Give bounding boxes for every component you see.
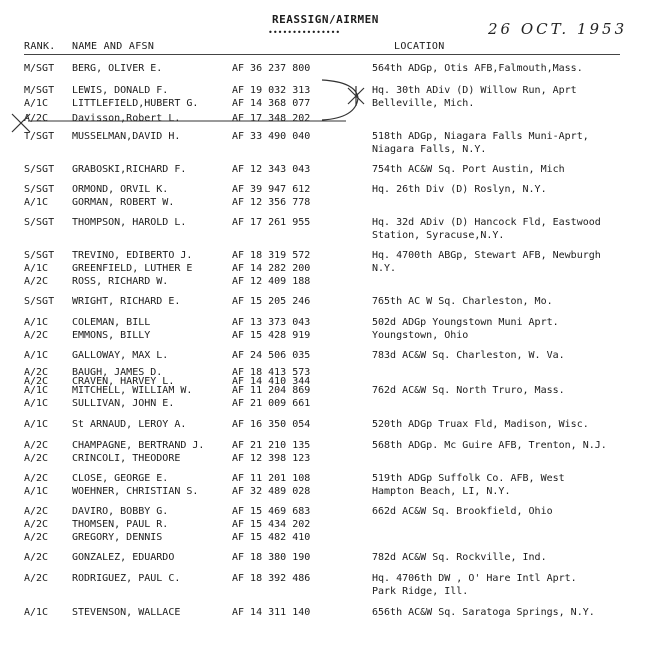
afsn-cell: AF 12 409 188 — [232, 276, 311, 287]
location-cell: 762d AC&W Sq. North Truro, Mass. — [372, 385, 565, 396]
rank-cell: A/1C — [24, 263, 49, 274]
table-row — [0, 112, 650, 125]
location-cell: Hampton Beach, LI, N.Y. — [372, 486, 511, 497]
rank-cell: S/SGT — [24, 217, 55, 228]
afsn-cell: AF 14 311 140 — [232, 607, 311, 618]
afsn-cell: AF 13 373 043 — [232, 317, 311, 328]
location-cell: Park Ridge, Ill. — [372, 586, 469, 597]
table-row — [0, 249, 650, 262]
location-cell: 765th AC W Sq. Charleston, Mo. — [372, 296, 553, 307]
table-row — [0, 143, 650, 156]
table-row — [0, 316, 650, 329]
name-cell: ORMOND, ORVIL K. — [72, 184, 169, 195]
rank-cell: A/2C — [24, 552, 49, 563]
name-cell: WOEHNER, CHRISTIAN S. — [72, 486, 199, 497]
rank-cell: A/2C — [24, 453, 49, 464]
name-cell: GREENFIELD, LUTHER E — [72, 263, 193, 274]
afsn-cell: AF 21 210 135 — [232, 440, 311, 451]
location-cell: Hq. 30th ADiv (D) Willow Run, Aprt — [372, 85, 577, 96]
table-row — [0, 349, 650, 362]
name-cell: LITTLEFIELD,HUBERT G. — [72, 98, 199, 109]
location-cell: 782d AC&W Sq. Rockville, Ind. — [372, 552, 547, 563]
name-cell: MITCHELL, WILLIAM W. — [72, 385, 193, 396]
rank-cell: S/SGT — [24, 184, 55, 195]
afsn-cell: AF 15 482 410 — [232, 532, 311, 543]
name-cell: STEVENSON, WALLACE — [72, 607, 181, 618]
rank-cell: A/2C — [24, 330, 49, 341]
afsn-cell: AF 14 410 344 — [232, 376, 311, 387]
name-cell: DAVIRO, BOBBY G. — [72, 506, 169, 517]
column-header-location: LOCATION — [394, 41, 445, 52]
location-cell: Hq. 4700th ABGp, Stewart AFB, Newburgh — [372, 250, 601, 261]
table-row — [0, 84, 650, 97]
name-cell: BERG, OLIVER E. — [72, 63, 163, 74]
column-header-rank: RANK. — [24, 41, 56, 52]
table-row — [0, 163, 650, 176]
name-cell: CRINCOLI, THEODORE — [72, 453, 181, 464]
location-cell: Belleville, Mich. — [372, 98, 475, 109]
table-row — [0, 130, 650, 143]
location-cell: Youngstown, Ohio — [372, 330, 469, 341]
table-row — [0, 97, 650, 110]
rank-cell: T/SGT — [24, 131, 55, 142]
rank-cell: A/2C — [24, 276, 49, 287]
name-cell: RODRIGUEZ, PAUL C. — [72, 573, 181, 584]
afsn-cell: AF 19 032 313 — [232, 85, 311, 96]
afsn-cell: AF 18 319 572 — [232, 250, 311, 261]
table-row — [0, 505, 650, 518]
afsn-cell: AF 12 356 778 — [232, 197, 311, 208]
name-cell: THOMPSON, HAROLD L. — [72, 217, 187, 228]
rank-cell: A/2C — [24, 519, 49, 530]
location-cell: 518th ADGp, Niagara Falls Muni-Aprt, — [372, 131, 589, 142]
location-cell: Station, Syracuse,N.Y. — [372, 230, 505, 241]
location-cell: 568th ADGp. Mc Guire AFB, Trenton, N.J. — [372, 440, 607, 451]
name-cell: ROSS, RICHARD W. — [72, 276, 169, 287]
name-cell: THOMSEN, PAUL R. — [72, 519, 169, 530]
location-cell: 564th ADGp, Otis AFB,Falmouth,Mass. — [372, 63, 583, 74]
rank-cell: S/SGT — [24, 296, 55, 307]
afsn-cell: AF 18 380 190 — [232, 552, 311, 563]
table-row — [0, 551, 650, 564]
name-cell: GREGORY, DENNIS — [72, 532, 163, 543]
name-cell: LEWIS, DONALD F. — [72, 85, 169, 96]
table-row — [0, 295, 650, 308]
rank-cell: A/2C — [24, 532, 49, 543]
location-cell: 656th AC&W Sq. Saratoga Springs, N.Y. — [372, 607, 595, 618]
rank-cell: A/1C — [24, 486, 49, 497]
afsn-cell: AF 24 506 035 — [232, 350, 311, 361]
rank-cell: A/2C — [24, 473, 49, 484]
table-row — [0, 518, 650, 531]
table-row — [0, 439, 650, 452]
rank-cell: A/1C — [24, 419, 49, 430]
afsn-cell: AF 33 490 040 — [232, 131, 311, 142]
afsn-cell: AF 15 434 202 — [232, 519, 311, 530]
name-cell: BAUGH, JAMES D. — [72, 367, 163, 378]
name-cell: SULLIVAN, JOHN E. — [72, 398, 175, 409]
location-cell: 783d AC&W Sq. Charleston, W. Va. — [372, 350, 565, 361]
afsn-cell: AF 17 348 202 — [232, 113, 311, 124]
afsn-cell: AF 11 204 869 — [232, 385, 311, 396]
location-cell: Hq. 4706th DW , O' Hare Intl Aprt. — [372, 573, 577, 584]
rank-cell: A/2C — [24, 573, 49, 584]
table-row — [0, 452, 650, 465]
header-rule — [24, 54, 620, 55]
afsn-cell: AF 21 009 661 — [232, 398, 311, 409]
table-row — [0, 183, 650, 196]
name-cell: GORMAN, ROBERT W. — [72, 197, 175, 208]
rank-cell: A/2C — [24, 113, 49, 124]
afsn-cell: AF 17 261 955 — [232, 217, 311, 228]
rank-cell: A/1C — [24, 398, 49, 409]
name-cell: GRABOSKI,RICHARD F. — [72, 164, 187, 175]
table-row — [0, 606, 650, 619]
rank-cell: A/1C — [24, 607, 49, 618]
rank-cell: A/1C — [24, 98, 49, 109]
rank-cell: S/SGT — [24, 164, 55, 175]
rank-cell: A/1C — [24, 385, 49, 396]
table-row — [0, 397, 650, 410]
name-cell: TREVINO, EDIBERTO J. — [72, 250, 193, 261]
title-underline: ••••••••••••••• — [268, 28, 341, 37]
afsn-cell: AF 16 350 054 — [232, 419, 311, 430]
afsn-cell: AF 12 343 043 — [232, 164, 311, 175]
name-cell: GONZALEZ, EDUARDO — [72, 552, 175, 563]
column-header-name: NAME AND AFSN — [72, 41, 155, 52]
afsn-cell: AF 15 205 246 — [232, 296, 311, 307]
afsn-cell: AF 36 237 800 — [232, 63, 311, 74]
name-cell: CLOSE, GEORGE E. — [72, 473, 169, 484]
table-row — [0, 196, 650, 209]
name-cell: Davisson,Robert L. — [72, 113, 181, 124]
rank-cell: A/1C — [24, 317, 49, 328]
table-row — [0, 418, 650, 431]
document-title: REASSIGN/AIRMEN — [272, 13, 379, 26]
afsn-cell: AF 18 413 573 — [232, 367, 311, 378]
name-cell: COLEMAN, BILL — [72, 317, 151, 328]
table-row — [0, 384, 650, 397]
rank-cell: A/2C — [24, 367, 49, 378]
afsn-cell: AF 14 282 200 — [232, 263, 311, 274]
rank-cell: A/2C — [24, 506, 49, 517]
afsn-cell: AF 15 469 683 — [232, 506, 311, 517]
name-cell: GALLOWAY, MAX L. — [72, 350, 169, 361]
location-cell: Niagara Falls, N.Y. — [372, 144, 487, 155]
name-cell: EMMONS, BILLY — [72, 330, 151, 341]
rank-cell: A/1C — [24, 197, 49, 208]
table-row — [0, 472, 650, 485]
afsn-cell: AF 11 201 108 — [232, 473, 311, 484]
rank-cell: M/SGT — [24, 63, 55, 74]
location-cell: 662d AC&W Sq. Brookfield, Ohio — [372, 506, 553, 517]
afsn-cell: AF 32 489 028 — [232, 486, 311, 497]
handwritten-date: 26 OCT. 1953 — [488, 20, 628, 38]
table-row — [0, 62, 650, 75]
afsn-cell: AF 14 368 077 — [232, 98, 311, 109]
location-cell: 502d ADGp Youngstown Muni Aprt. — [372, 317, 559, 328]
location-cell: 754th AC&W Sq. Port Austin, Mich — [372, 164, 565, 175]
location-cell: 520th ADGp Truax Fld, Madison, Wisc. — [372, 419, 589, 430]
table-row — [0, 275, 650, 288]
table-row — [0, 531, 650, 544]
name-cell: CRAVEN, HARVEY L. — [72, 376, 175, 387]
table-row — [0, 329, 650, 342]
name-cell: St ARNAUD, LEROY A. — [72, 419, 187, 430]
table-row — [0, 572, 650, 585]
afsn-cell: AF 12 398 123 — [232, 453, 311, 464]
location-cell: Hq. 32d ADiv (D) Hancock Fld, Eastwood — [372, 217, 601, 228]
rank-cell: S/SGT — [24, 250, 55, 261]
afsn-cell: AF 18 392 486 — [232, 573, 311, 584]
afsn-cell: AF 15 428 919 — [232, 330, 311, 341]
rank-cell: M/SGT — [24, 85, 55, 96]
name-cell: CHAMPAGNE, BERTRAND J. — [72, 440, 205, 451]
location-cell: 519th ADGp Suffolk Co. AFB, West — [372, 473, 565, 484]
name-cell: WRIGHT, RICHARD E. — [72, 296, 181, 307]
location-cell: N.Y. — [372, 263, 397, 274]
afsn-cell: AF 39 947 612 — [232, 184, 311, 195]
table-row — [0, 229, 650, 242]
table-row — [0, 216, 650, 229]
location-cell: Hq. 26th Div (D) Roslyn, N.Y. — [372, 184, 547, 195]
table-row — [0, 585, 650, 598]
rank-cell: A/2C — [24, 440, 49, 451]
table-row — [0, 485, 650, 498]
table-row — [0, 262, 650, 275]
rank-cell: A/2C — [24, 376, 49, 387]
name-cell: MUSSELMAN,DAVID H. — [72, 131, 181, 142]
rank-cell: A/1C — [24, 350, 49, 361]
